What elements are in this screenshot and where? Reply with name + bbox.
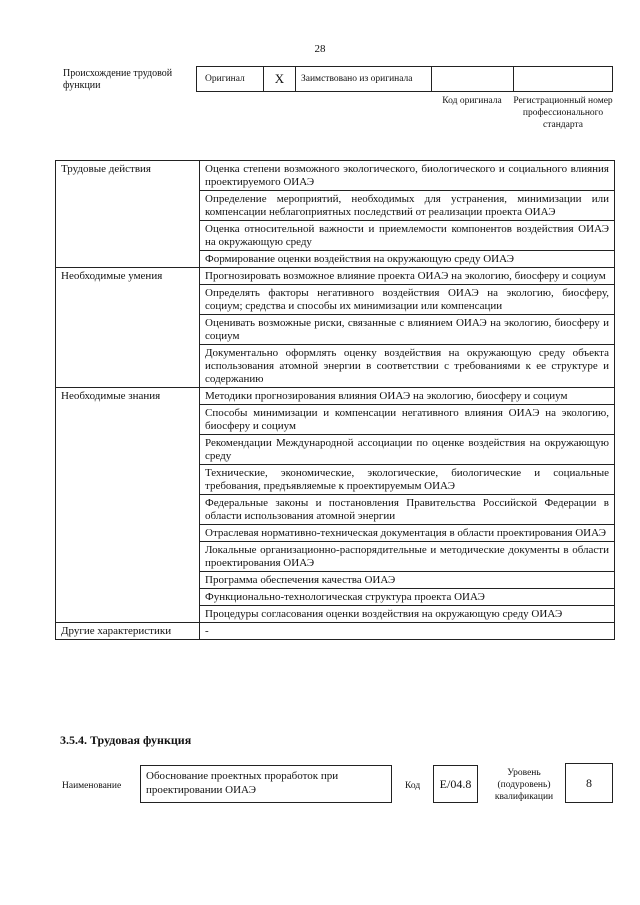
table-cell: Оценка относительной важности и приемлемости компонентов воздействия ОИАЭ на окружающую среду	[200, 221, 615, 251]
table-cell: Программа обеспечения качества ОИАЭ	[200, 572, 615, 589]
table-cell: Определять факторы негативного воздействия ОИАЭ на экологию, биосферу, социум; средства и способы их минимизации или компенсации	[200, 285, 615, 315]
group-label: Необходимые умения	[56, 268, 200, 388]
table-cell: Методики прогнозирования влияния ОИАЭ на экологию, биосферу и социум	[200, 388, 615, 405]
level-label: Уровень (подуровень) квалификации	[494, 768, 554, 802]
table-cell: Технические, экономические, экологические, биологические и социальные требования, предъявляемые к проектируемым ОИАЭ	[200, 465, 615, 495]
code-original-caption: Код оригинала	[442, 96, 502, 106]
regnum-caption: Регистрационный номер профессионального стандарта	[513, 96, 613, 130]
function-level: 8	[565, 763, 613, 803]
table-row	[56, 388, 615, 405]
table-cell: Определение мероприятий, необходимых для устранения, минимизации или компенсации неблагоприятных последствий от реализации проекта ОИАЭ	[200, 191, 615, 221]
table-row	[56, 268, 615, 285]
table-cell: Процедуры согласования оценки воздействия на окружающую среду ОИАЭ	[200, 606, 615, 623]
function-code: E/04.8	[433, 765, 478, 803]
table-cell: -	[200, 623, 615, 640]
table-cell: Рекомендации Международной ассоциации по оценке воздействия на окружающую среду	[200, 435, 615, 465]
group-label: Другие характеристики	[56, 623, 200, 640]
table-cell: Локальные организационно-распорядительные и методические документы в области проектирования ОИАЭ	[200, 542, 615, 572]
code-original-cell	[431, 66, 514, 92]
group-label: Необходимые знания	[56, 388, 200, 623]
name-label: Наименование	[62, 781, 122, 791]
table-cell: Способы минимизации и компенсации негативного влияния ОИАЭ на экологию, биосферу и социум	[200, 405, 615, 435]
table-cell: Прогнозировать возможное влияние проекта ОИАЭ на экологию, биосферу и социум	[200, 268, 615, 285]
code-label: Код	[405, 781, 421, 791]
regnum-cell	[513, 66, 613, 92]
table-cell: Оценивать возможные риски, связанные с влиянием ОИАЭ на экологию, биосферу и социум	[200, 315, 615, 345]
borrowed-label: Заимствовано из оригинала	[295, 66, 432, 92]
table-cell: Оценка степени возможного экологического, биологического и социального влияния проектируемого ОИАЭ	[200, 161, 615, 191]
table-cell: Отраслевая нормативно-техническая документация в области проектирования ОИАЭ	[200, 525, 615, 542]
function-heading: 3.5.4. Трудовая функция	[60, 733, 192, 747]
original-mark: X	[263, 66, 296, 92]
table-cell: Федеральные законы и постановления Правительства Российской Федерации в области использования атомной энергии	[200, 495, 615, 525]
table-row	[56, 623, 615, 640]
table-cell: Функционально-технологическая структура проекта ОИАЭ	[200, 589, 615, 606]
original-label: Оригинал	[196, 66, 264, 92]
labor-function-table	[55, 160, 615, 640]
origin-label: Происхождение трудовой функции	[63, 68, 173, 91]
group-label: Трудовые действия	[56, 161, 200, 268]
table-cell: Формирование оценки воздействия на окружающую среду ОИАЭ	[200, 251, 615, 268]
table-row	[56, 161, 615, 191]
function-name: Обоснование проектных проработок при проектировании ОИАЭ	[140, 765, 392, 803]
page-number: 28	[314, 43, 326, 55]
table-cell: Документально оформлять оценку воздействия на окружающую среду объекта использования атомной энергии в соответствии с требованиями к ее структуре и содержанию	[200, 345, 615, 388]
